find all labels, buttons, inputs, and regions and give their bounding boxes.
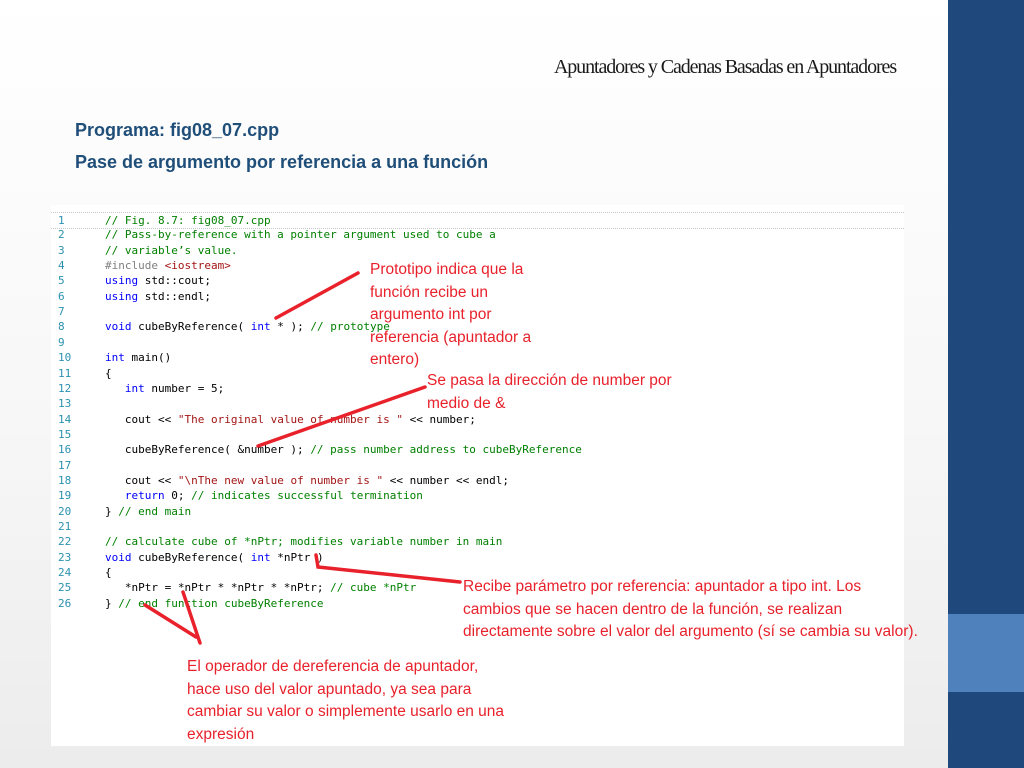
line-number: 15 (58, 427, 72, 441)
code-text: cout << "\nThe new value of number is " << number << endl; (105, 473, 510, 487)
line-number: 23 (58, 550, 72, 564)
code-line (51, 473, 904, 488)
line-number: 1 (58, 214, 65, 227)
line-number: 25 (58, 581, 72, 595)
code-text: // calculate cube of *nPtr; modifies variable number in main (105, 535, 503, 549)
line-number: 16 (58, 443, 72, 457)
code-line (51, 243, 904, 258)
line-number: 26 (58, 596, 72, 610)
line-number: 7 (58, 305, 65, 319)
code-line (51, 519, 904, 534)
line-number: 12 (58, 381, 72, 395)
annotation-reference-parameter: Recibe parámetro por referencia: apuntador a tipo int. Los cambios que se hacen dentro de la función, se realizan directamente sobre el valor del argumento (sí se cambia su valor). (463, 578, 918, 640)
line-number: 10 (58, 351, 72, 365)
line-number: 6 (58, 289, 65, 303)
slide-title: Apuntadores y Cadenas Basadas en Apuntadores (553, 56, 896, 78)
line-number: 9 (58, 335, 65, 349)
code-text: #include <iostream> (105, 259, 231, 273)
code-text: int main() (105, 351, 172, 365)
line-number: 5 (58, 274, 65, 288)
line-number: 13 (58, 397, 72, 411)
line-number: 2 (58, 228, 65, 242)
code-text: } // end main (105, 504, 192, 518)
code-text: cout << "The original value of number is " << number; (105, 412, 476, 426)
annotation-address-pass: Se pasa la dirección de number por medio de & (427, 372, 672, 412)
code-text: void cubeByReference( int *nPtr ) (105, 550, 324, 564)
right-accent-block (948, 614, 1024, 692)
topic-heading: Pase de argumento por referencia a una función (75, 152, 489, 172)
code-line (51, 504, 904, 519)
line-number: 20 (58, 504, 72, 518)
code-text: *nPtr = *nPtr * *nPtr * *nPtr; // cube *nPtr (105, 581, 417, 595)
code-text: cubeByReference( &number ); // pass number address to cubeByReference (105, 443, 582, 457)
code-text: using std::cout; (105, 274, 211, 288)
code-text: void cubeByReference( int * ); // prototype (105, 320, 390, 334)
program-name-heading: Programa: fig08_07.cpp (75, 120, 280, 140)
line-number: 24 (58, 566, 72, 580)
line-number: 19 (58, 489, 72, 503)
code-line (51, 534, 904, 549)
line-number: 8 (58, 320, 65, 334)
line-number: 11 (58, 366, 72, 380)
code-text: // variable’s value. (105, 243, 238, 257)
code-line (51, 427, 904, 442)
code-line (51, 488, 904, 503)
code-text: { (105, 366, 112, 380)
line-number: 4 (58, 259, 65, 273)
code-line (51, 442, 904, 457)
code-text: { (105, 566, 112, 580)
code-text: return 0; // indicates successful termination (124, 489, 423, 503)
annotation-prototype: Prototipo indica que la función recibe un argumento int por referencia (apuntador a entero) (370, 261, 532, 368)
line-number: 21 (58, 520, 72, 533)
code-text: // Pass-by-reference with a pointer argument used to cube a (105, 228, 496, 242)
code-line (51, 458, 904, 473)
code-text: } // end function cubeByReference (105, 596, 324, 610)
code-line (51, 227, 904, 242)
code-line (51, 550, 904, 565)
line-number: 18 (58, 473, 72, 487)
line-number: 22 (58, 535, 72, 549)
code-text: // Fig. 8.7: fig08_07.cpp (105, 214, 271, 227)
code-text: int number = 5; (124, 381, 225, 395)
line-number: 14 (58, 412, 72, 426)
annotation-dereference-operator: El operador de dereferencia de apuntador, hace uso del valor apuntado, ya sea para cambiar su valor o simplemente usarlo en una expresión (187, 658, 505, 743)
code-text: using std::endl; (105, 289, 211, 303)
line-number: 17 (58, 458, 72, 472)
line-number: 3 (58, 243, 65, 257)
